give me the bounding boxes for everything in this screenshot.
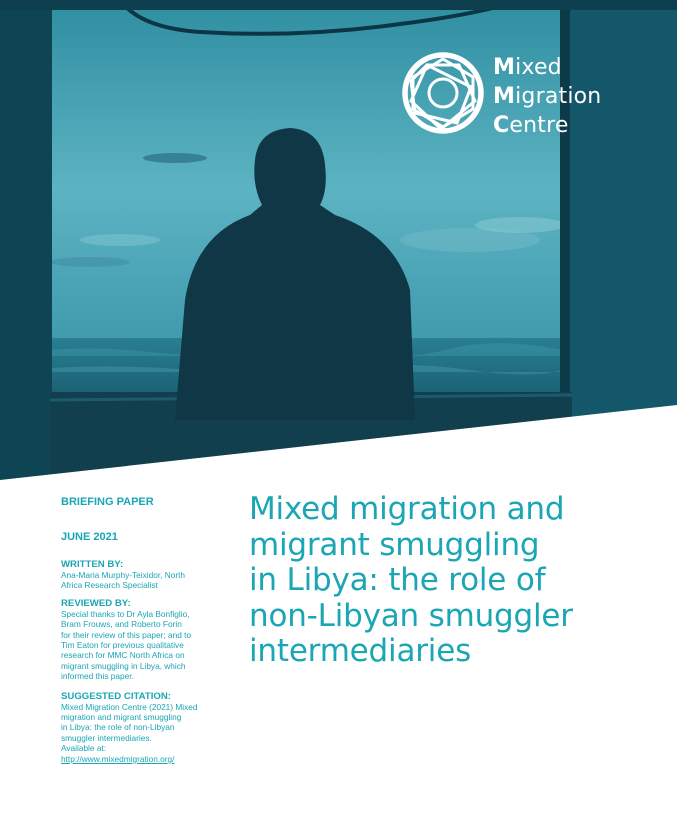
written-by-line: Ana-Maria Murphy-Teixidor, North	[61, 570, 186, 580]
citation-line: in Libya: the role of non-Libyan	[61, 722, 175, 733]
logo-line-mixed: Mixed	[493, 55, 562, 80]
reviewed-by-line: informed this paper.	[61, 671, 134, 682]
reviewed-by-line: migrant smuggling in Libya, which	[61, 660, 186, 671]
mmc-logo-wordmark	[493, 53, 601, 140]
written-by-line: Africa Research Specialist	[61, 580, 158, 591]
reviewed-by-line: Bram Frouws, and Roberto Forin	[61, 619, 182, 630]
citation-line: Mixed Migration Centre (2021) Mixed	[61, 701, 198, 712]
title-line: intermediaries	[249, 633, 472, 669]
cover-sidebar	[61, 496, 236, 764]
title-line: Mixed migration and	[249, 491, 565, 527]
page-title	[249, 492, 659, 670]
reviewed-by-line: Special thanks to Dr Ayla Bonfiglio,	[61, 608, 190, 619]
citation-line: migration and migrant smuggling	[61, 712, 182, 723]
citation-label: SUGGESTED CITATION:	[61, 690, 171, 702]
citation-link[interactable]: http://www.mixedmigration.org/	[61, 753, 175, 764]
reviewed-by-line: Tim Eaton for previous qualitative	[61, 640, 184, 651]
mmc-logo	[401, 51, 631, 141]
mmc-logo-icon	[401, 51, 485, 135]
written-by-section	[61, 559, 236, 591]
publication-date: JUNE 2021	[61, 531, 118, 543]
reviewed-by-line: research for MMC North Africa on	[61, 650, 185, 661]
title-line: migrant smuggling	[249, 526, 540, 563]
citation-line: Available at:	[61, 743, 107, 754]
citation-section	[61, 691, 236, 764]
reviewed-by-section	[61, 598, 236, 682]
citation-line: smuggler intermediaries.	[61, 732, 152, 743]
reviewed-by-label: REVIEWED BY:	[61, 597, 131, 609]
doc-type: BRIEFING PAPER	[61, 496, 154, 508]
title-line: in Libya: the role of	[249, 562, 546, 598]
logo-line-migration: Migration	[493, 84, 602, 109]
logo-line-centre: Centre	[493, 113, 569, 138]
title-line: non-Libyan smuggler	[249, 597, 573, 634]
reviewed-by-line: for their review of this paper; and to	[61, 629, 192, 640]
written-by-label: WRITTEN BY:	[61, 559, 124, 570]
